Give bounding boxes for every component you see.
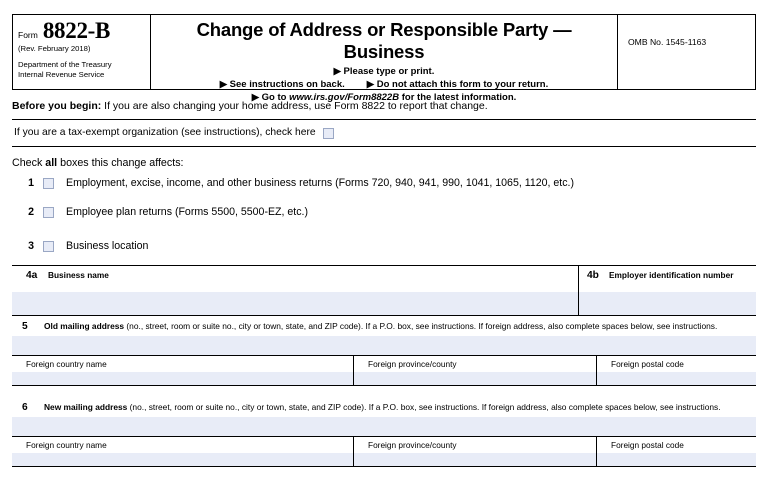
line-6-foreign-postal-cell xyxy=(597,437,756,466)
form-word-label: Form xyxy=(18,30,38,40)
divider-top xyxy=(12,119,756,120)
checkbox-row-1 xyxy=(12,177,574,189)
line-number-6: 6 xyxy=(22,402,28,413)
instruction-goto-prefix: ▶ Go to xyxy=(251,92,290,103)
line-5-block xyxy=(12,317,756,386)
old-foreign-country-input[interactable] xyxy=(12,372,353,385)
new-mailing-address-instructions: (no., street, room or suite no., city or town, state, and ZIP code). If a P.O. box, see instructions. If foreign address, also complete spaces below, see instructions. xyxy=(127,402,721,412)
form-identity-block xyxy=(13,15,151,89)
new-foreign-country-input[interactable] xyxy=(12,453,353,466)
line-5-foreign-row xyxy=(12,355,756,386)
checkbox-row-2 xyxy=(12,206,308,218)
before-you-begin xyxy=(12,100,756,113)
new-mailing-address-input[interactable] xyxy=(12,417,756,436)
line-6-foreign-province-cell xyxy=(354,437,597,466)
new-foreign-postal-input[interactable] xyxy=(597,453,756,466)
tax-exempt-label: If you are a tax-exempt organization (see instructions), check here xyxy=(14,127,316,138)
old-mailing-address-input[interactable] xyxy=(12,336,756,355)
new-foreign-postal-label: Foreign postal code xyxy=(611,440,684,450)
line-6-foreign-row xyxy=(12,436,756,467)
check-all-heading xyxy=(12,157,184,169)
instruction-do-not-attach: ▶ Do not attach this form to your return. xyxy=(366,79,549,90)
line-number-3: 3 xyxy=(28,240,34,252)
check-all-prefix: Check xyxy=(12,157,46,169)
tax-exempt-row xyxy=(14,126,714,140)
line-number-4b: 4b xyxy=(587,270,599,281)
business-name-input[interactable] xyxy=(12,292,578,315)
check-all-suffix: boxes this change affects: xyxy=(57,157,184,169)
form-header xyxy=(12,14,756,103)
business-returns-checkbox[interactable] xyxy=(43,178,54,189)
line-number-2: 2 xyxy=(28,206,34,218)
line-5-foreign-postal-cell xyxy=(597,356,756,385)
business-location-checkbox[interactable] xyxy=(43,241,54,252)
new-foreign-province-input[interactable] xyxy=(354,453,596,466)
line-number-1: 1 xyxy=(28,177,34,189)
business-returns-label: Employment, excise, income, and other business returns (Forms 720, 940, 941, 990, 1041, 1065, 1120, etc.) xyxy=(66,177,574,189)
line-6-foreign-country-cell xyxy=(12,437,354,466)
irs-form-url[interactable]: www.irs.gov/Form8822B xyxy=(289,92,400,103)
line-5-foreign-country-cell xyxy=(12,356,354,385)
ein-label: Employer identification number xyxy=(609,270,734,280)
old-foreign-country-label: Foreign country name xyxy=(26,359,107,369)
form-number: 8822-B xyxy=(42,18,111,43)
line-4-block xyxy=(12,265,756,316)
new-mailing-address-label: New mailing address xyxy=(44,402,128,412)
old-foreign-postal-input[interactable] xyxy=(597,372,756,385)
omb-number: OMB No. 1545-1163 xyxy=(628,37,707,47)
employee-plan-returns-checkbox[interactable] xyxy=(43,207,54,218)
line-5-foreign-province-cell xyxy=(354,356,597,385)
business-location-label: Business location xyxy=(66,240,149,252)
line-number-4a: 4a xyxy=(26,270,38,281)
ein-input[interactable] xyxy=(579,292,756,315)
employee-plan-returns-label: Employee plan returns (Forms 5500, 5500-EZ, etc.) xyxy=(66,206,308,218)
old-mailing-address-label: Old mailing address xyxy=(44,321,125,331)
old-foreign-postal-label: Foreign postal code xyxy=(611,359,684,369)
form-revision-date: (Rev. February 2018) xyxy=(18,44,91,53)
form-title-block xyxy=(151,15,618,103)
instruction-type-or-print: ▶ Please type or print. xyxy=(333,66,435,77)
line-6-block xyxy=(12,398,756,467)
line-4a-cell xyxy=(12,266,579,315)
old-foreign-province-input[interactable] xyxy=(354,372,596,385)
page-title: Change of Address or Responsible Party — Business xyxy=(196,19,572,62)
before-you-begin-label: Before you begin: xyxy=(12,100,102,112)
new-foreign-province-label: Foreign province/county xyxy=(368,440,457,450)
checkbox-row-3 xyxy=(12,240,148,252)
instruction-goto-suffix: for the latest information. xyxy=(399,92,517,103)
irs-label: Internal Revenue Service xyxy=(18,69,105,79)
tax-exempt-checkbox[interactable] xyxy=(323,128,334,139)
line-number-5: 5 xyxy=(22,321,28,332)
before-you-begin-text: If you are also changing your home address, use Form 8822 to report that change. xyxy=(101,100,488,112)
divider-below-tax-exempt xyxy=(12,146,756,147)
business-name-label: Business name xyxy=(48,270,109,280)
treasury-department-label: Department of the Treasury xyxy=(18,60,112,69)
old-mailing-address-instructions: (no., street, room or suite no., city or town, state, and ZIP code). If a P.O. box, see instructions. If foreign address, also complete spaces below, see instructions. xyxy=(124,321,718,331)
new-foreign-country-label: Foreign country name xyxy=(26,440,107,450)
old-foreign-province-label: Foreign province/county xyxy=(368,359,457,369)
check-all-emphasis: all xyxy=(45,157,58,169)
instruction-see-back: ▶ See instructions on back. xyxy=(219,79,345,90)
line-4b-cell xyxy=(579,266,756,315)
